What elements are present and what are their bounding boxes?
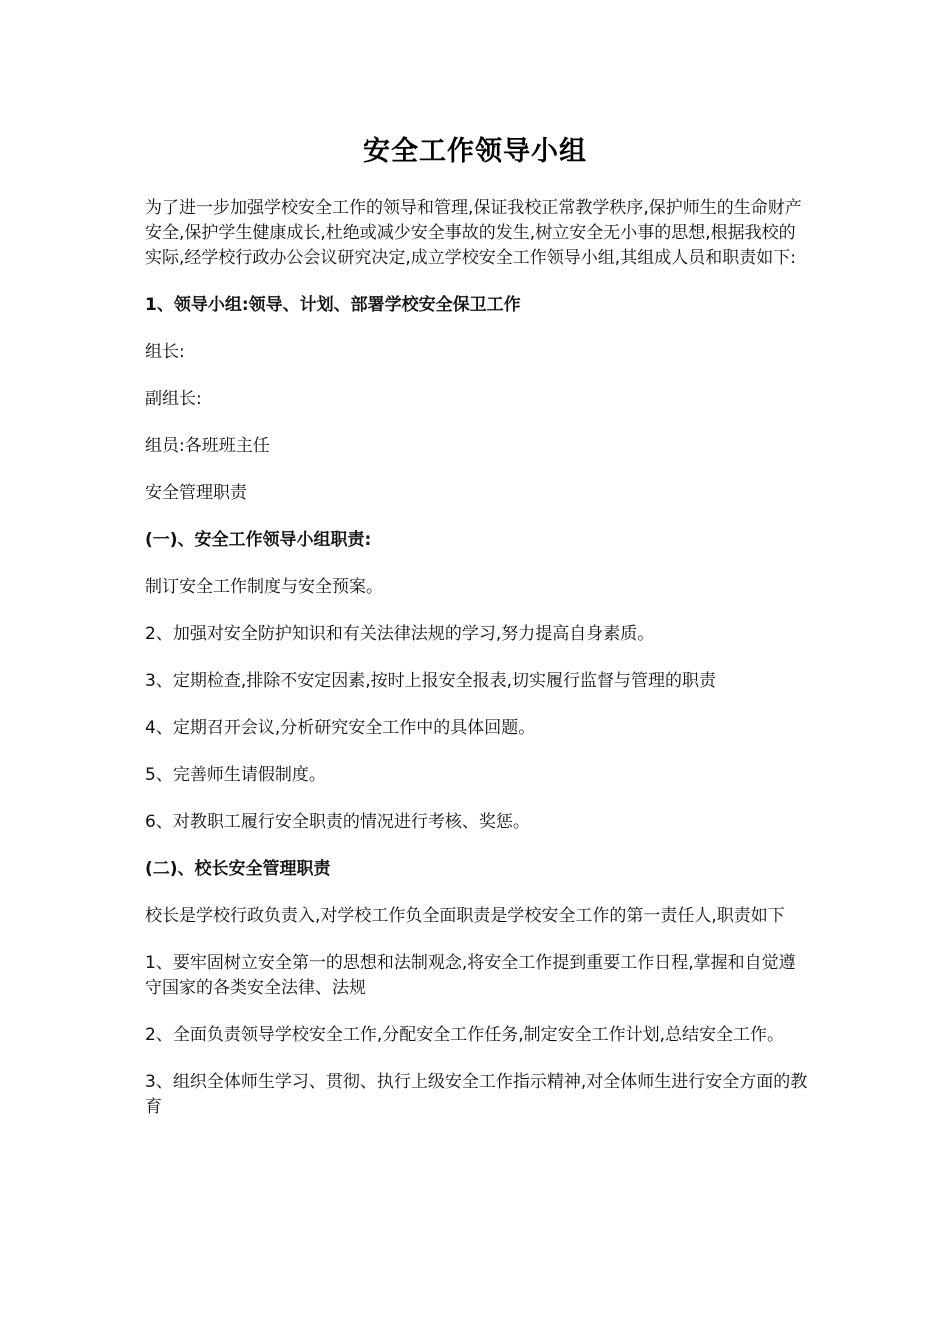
duty-item-4: 4、定期召开会议,分析研究安全工作中的具体回题。 xyxy=(145,718,536,738)
duty-item-3: 3、定期检查,排除不安定因素,按时上报安全报表,切实履行监督与管理的职责 xyxy=(145,671,717,691)
safety-duties-label: 安全管理职责 xyxy=(145,483,247,503)
duty-item-2: 2、加强对安全防护知识和有关法律法规的学习,努力提高自身素质。 xyxy=(145,624,655,644)
intro-paragraph: 为了进一步加强学校安全工作的领导和管理,保证我校正常教学秩序,保护师生的生命财产安全,保护学生健康成长,杜绝或减少安全事故的发生,树立安全无小事的思想,根据我校的实际,经学校行政办公会议研究决定,成立学校安全工作领导小组,其组成人员和职责如下: xyxy=(145,198,802,268)
principal-intro-paragraph: 校长是学校行政负责入,对学校工作负全面职责是学校安全工作的第一责任人,职责如下 xyxy=(145,906,785,926)
section-heading-principal-duties: (二)、校长安全管理职责 xyxy=(145,859,331,879)
duty-item-5: 5、完善师生请假制度。 xyxy=(145,765,326,785)
duty-item-1: 制订安全工作制度与安全预案。 xyxy=(145,577,383,597)
section-heading-group-duties: (一)、安全工作领导小组职责: xyxy=(145,530,372,550)
document-title: 安全工作领导小组 xyxy=(363,136,587,167)
deputy-leader-line: 副组长: xyxy=(145,389,202,409)
document-body xyxy=(145,196,810,1142)
duty-item-6: 6、对教职工履行安全职责的情况进行考核、奖惩。 xyxy=(145,812,530,832)
group-members-line: 组员:各班班主任 xyxy=(145,436,270,456)
principal-duty-item-3: 3、组织全体师生学习、贯彻、执行上级安全工作指示精神,对全体师生进行安全方面的教育 xyxy=(145,1072,808,1117)
principal-duty-item-1: 1、要牢固树立安全第一的思想和法制观念,将安全工作提到重要工作日程,掌握和自觉遵守国家的各类安全法律、法规 xyxy=(145,953,796,998)
section-heading-leadership-group: 1、领导小组:领导、计划、部署学校安全保卫工作 xyxy=(145,295,521,315)
principal-duty-item-2: 2、全面负责领导学校安全工作,分配安全工作任务,制定安全工作计划,总结安全工作。 xyxy=(145,1025,785,1045)
group-leader-line: 组长: xyxy=(145,342,185,362)
